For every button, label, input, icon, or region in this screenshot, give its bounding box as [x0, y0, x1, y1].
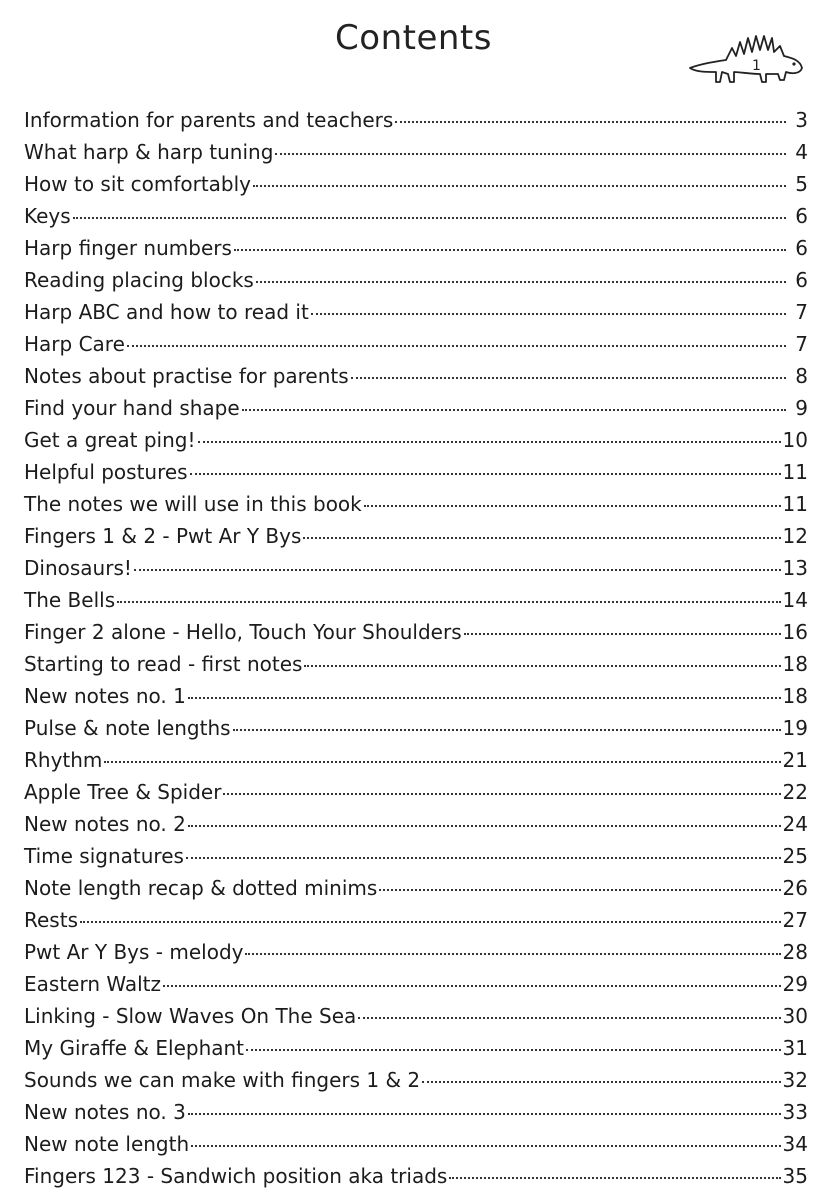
toc-entry-page-number: 4 — [795, 140, 808, 164]
toc-entry-title: Keys — [24, 204, 71, 228]
toc-entry-page-number: 32 — [782, 1068, 808, 1092]
toc-entry-page-number: 6 — [795, 268, 808, 292]
table-of-contents — [24, 104, 808, 1192]
toc-entry-title: Rhythm — [24, 748, 103, 772]
dot-leader — [379, 889, 780, 891]
toc-entry-page-number: 18 — [782, 652, 808, 676]
toc-entry[interactable] — [24, 1000, 808, 1032]
toc-entry-title: Get a great ping! — [24, 428, 196, 452]
dot-leader — [256, 281, 786, 283]
toc-entry[interactable] — [24, 232, 808, 264]
toc-entry[interactable] — [24, 968, 808, 1000]
toc-entry-page-number: 13 — [782, 556, 808, 580]
toc-entry-page-number: 31 — [782, 1036, 808, 1060]
toc-entry[interactable] — [24, 360, 808, 392]
toc-entry-title: Starting to read - first notes — [24, 652, 303, 676]
dot-leader — [188, 1113, 781, 1115]
toc-entry-page-number: 26 — [782, 876, 808, 900]
toc-entry-page-number: 21 — [782, 748, 808, 772]
toc-entry-title: Notes about practise for parents — [24, 364, 349, 388]
toc-entry-title: Fingers 123 - Sandwich position aka triads — [24, 1164, 448, 1188]
toc-entry[interactable] — [24, 904, 808, 936]
dot-leader — [464, 633, 781, 635]
dot-leader — [233, 729, 781, 731]
toc-entry-page-number: 28 — [782, 940, 808, 964]
toc-entry[interactable] — [24, 392, 808, 424]
dot-leader — [134, 569, 781, 571]
toc-entry-page-number: 34 — [782, 1132, 808, 1156]
toc-entry-page-number: 12 — [782, 524, 808, 548]
toc-entry[interactable] — [24, 1032, 808, 1064]
toc-entry-title: New note length — [24, 1132, 190, 1156]
toc-entry[interactable] — [24, 264, 808, 296]
toc-entry-page-number: 35 — [782, 1164, 808, 1188]
toc-entry-page-number: 11 — [782, 492, 808, 516]
dot-leader — [245, 953, 780, 955]
toc-entry-page-number: 8 — [795, 364, 808, 388]
toc-entry-title: My Giraffe & Elephant — [24, 1036, 245, 1060]
toc-entry-title: Fingers 1 & 2 - Pwt Ar Y Bys — [24, 524, 302, 548]
toc-entry-title: Apple Tree & Spider — [24, 780, 222, 804]
dot-leader — [198, 441, 781, 443]
dot-leader — [117, 601, 780, 603]
toc-entry-title: Harp Care — [24, 332, 125, 356]
toc-entry-page-number: 7 — [795, 300, 808, 324]
dot-leader — [364, 505, 781, 507]
toc-entry-title: New notes no. 3 — [24, 1100, 186, 1124]
dinosaur-icon — [686, 28, 806, 90]
dot-leader — [188, 825, 781, 827]
toc-entry[interactable] — [24, 200, 808, 232]
dot-leader — [311, 313, 786, 315]
dot-leader — [186, 857, 781, 859]
toc-entry-page-number: 29 — [782, 972, 808, 996]
toc-entry[interactable] — [24, 872, 808, 904]
toc-entry-title: Pwt Ar Y Bys - melody — [24, 940, 244, 964]
toc-entry-title: Find your hand shape — [24, 396, 240, 420]
toc-entry[interactable] — [24, 840, 808, 872]
toc-entry-title: Rests — [24, 908, 78, 932]
toc-entry-title: The Bells — [24, 588, 116, 612]
toc-entry-page-number: 16 — [782, 620, 808, 644]
dot-leader — [223, 793, 780, 795]
toc-entry-title: How to sit comfortably — [24, 172, 252, 196]
dot-leader — [358, 1017, 780, 1019]
dot-leader — [73, 217, 786, 219]
toc-entry[interactable] — [24, 936, 808, 968]
toc-entry-title: Harp finger numbers — [24, 236, 232, 260]
dot-leader — [242, 409, 786, 411]
toc-entry[interactable] — [24, 1160, 808, 1192]
toc-entry[interactable] — [24, 1096, 808, 1128]
dot-leader — [304, 665, 780, 667]
toc-entry-title: Note length recap & dotted minims — [24, 876, 378, 900]
toc-entry[interactable] — [24, 680, 808, 712]
dot-leader — [303, 537, 780, 539]
toc-entry-title: The notes we will use in this book — [24, 492, 362, 516]
dot-leader — [253, 185, 786, 187]
toc-entry[interactable] — [24, 104, 808, 136]
toc-entry[interactable] — [24, 488, 808, 520]
dot-leader — [188, 697, 781, 699]
dot-leader — [104, 761, 780, 763]
dot-leader — [163, 985, 781, 987]
toc-entry[interactable] — [24, 520, 808, 552]
toc-entry-title: Linking - Slow Waves On The Sea — [24, 1004, 357, 1028]
toc-entry[interactable] — [24, 456, 808, 488]
mascot-label: 1 — [752, 58, 761, 74]
toc-entry-page-number: 18 — [782, 684, 808, 708]
dot-leader — [422, 1081, 780, 1083]
toc-entry-title: Eastern Waltz — [24, 972, 162, 996]
dot-leader — [127, 345, 786, 347]
page-title: Contents — [335, 18, 492, 58]
dot-leader — [449, 1177, 780, 1179]
toc-entry-title: Time signatures — [24, 844, 184, 868]
toc-entry-page-number: 22 — [782, 780, 808, 804]
toc-entry-title: Finger 2 alone - Hello, Touch Your Shoulders — [24, 620, 462, 644]
dot-leader — [351, 377, 786, 379]
dot-leader — [395, 121, 786, 123]
toc-entry-page-number: 5 — [795, 172, 808, 196]
toc-entry-page-number: 6 — [795, 236, 808, 260]
toc-entry[interactable] — [24, 328, 808, 360]
toc-entry[interactable] — [24, 712, 808, 744]
toc-entry[interactable] — [24, 648, 808, 680]
toc-entry[interactable] — [24, 616, 808, 648]
toc-entry-title: Sounds we can make with fingers 1 & 2 — [24, 1068, 421, 1092]
toc-entry[interactable] — [24, 808, 808, 840]
toc-entry-page-number: 10 — [782, 428, 808, 452]
toc-entry-page-number: 3 — [795, 108, 808, 132]
toc-entry-title: Harp ABC and how to read it — [24, 300, 309, 324]
dot-leader — [246, 1049, 781, 1051]
toc-entry[interactable] — [24, 296, 808, 328]
dot-leader — [80, 921, 781, 923]
toc-entry-page-number: 24 — [782, 812, 808, 836]
dot-leader — [190, 473, 781, 475]
toc-entry-page-number: 19 — [782, 716, 808, 740]
toc-entry-title: What harp & harp tuning — [24, 140, 274, 164]
toc-entry[interactable] — [24, 552, 808, 584]
toc-entry[interactable] — [24, 424, 808, 456]
toc-entry-page-number: 30 — [782, 1004, 808, 1028]
toc-entry-page-number: 14 — [782, 588, 808, 612]
toc-entry-title: New notes no. 1 — [24, 684, 186, 708]
toc-entry-page-number: 33 — [782, 1100, 808, 1124]
toc-entry-title: Helpful postures — [24, 460, 188, 484]
toc-entry-title: New notes no. 2 — [24, 812, 186, 836]
toc-entry[interactable] — [24, 168, 808, 200]
toc-entry[interactable] — [24, 1128, 808, 1160]
toc-entry-page-number: 25 — [782, 844, 808, 868]
toc-entry-page-number: 7 — [795, 332, 808, 356]
toc-entry[interactable] — [24, 584, 808, 616]
toc-entry-title: Dinosaurs! — [24, 556, 132, 580]
toc-entry-page-number: 27 — [782, 908, 808, 932]
toc-entry-title: Information for parents and teachers — [24, 108, 394, 132]
dot-leader — [275, 153, 786, 155]
dot-leader — [234, 249, 786, 251]
toc-entry-page-number: 9 — [795, 396, 808, 420]
toc-entry-page-number: 11 — [782, 460, 808, 484]
toc-entry[interactable] — [24, 776, 808, 808]
toc-entry[interactable] — [24, 136, 808, 168]
toc-entry[interactable] — [24, 744, 808, 776]
toc-entry-title: Reading placing blocks — [24, 268, 254, 292]
toc-entry-page-number: 6 — [795, 204, 808, 228]
dot-leader — [191, 1145, 780, 1147]
toc-entry-title: Pulse & note lengths — [24, 716, 231, 740]
toc-entry[interactable] — [24, 1064, 808, 1096]
